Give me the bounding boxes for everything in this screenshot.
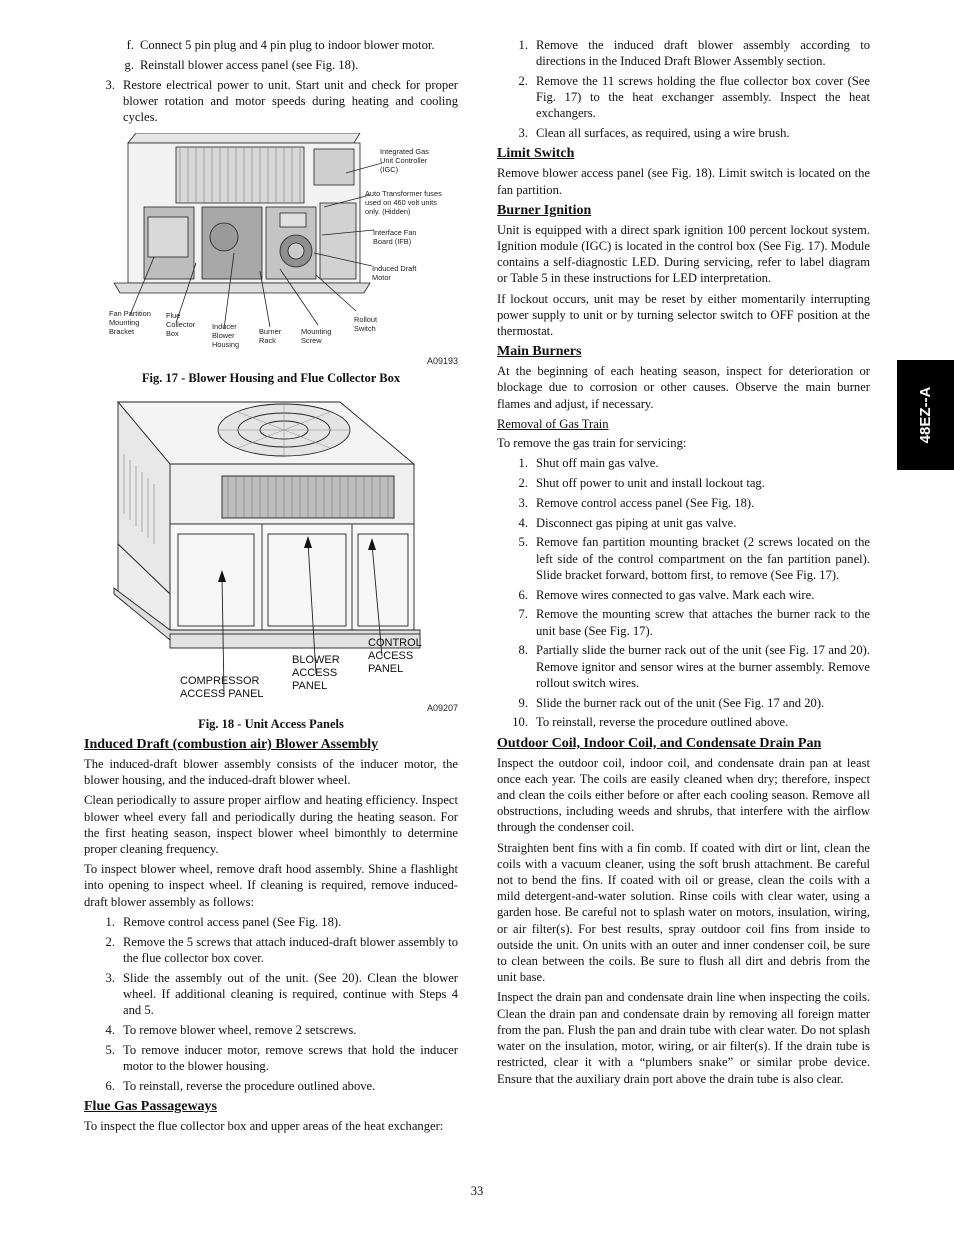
fig18-caption: Fig. 18 - Unit Access Panels <box>198 716 344 731</box>
list-item: 4. To remove blower wheel, remove 2 setscrews. <box>105 1022 357 1037</box>
list-item: 6. To reinstall, reverse the procedure outlined above. <box>105 1078 376 1093</box>
list-item: f. Connect 5 pin plug and 4 pin plug to indoor blower motor. <box>126 38 435 52</box>
flue-gas-steps <box>497 37 870 141</box>
left-column <box>84 0 458 1138</box>
fig17-caption: Fig. 17 - Blower Housing and Flue Collector Box <box>141 370 401 385</box>
list-item: 4. Disconnect gas piping at unit gas valve. <box>518 515 737 530</box>
subheading-removal-of-gas-train: Removal of Gas Train <box>497 416 609 431</box>
list-item: 2. Shut off power to unit and install lockout tag. <box>518 476 765 491</box>
figure-17 <box>84 133 458 368</box>
list-item: 3. Restore electrical power to unit. Start unit and check for proper blower rotation and motor speeds during heating and cooling cycles. <box>105 78 458 125</box>
section-heading-induced-draft: Induced Draft (combustion air) Blower Assembly <box>84 737 379 753</box>
list-item: 3. Slide the assembly out of the unit. (See 20). Clean the blower wheel. If additional cleaning is required, continue with Steps 4 and 5. <box>105 970 458 1018</box>
paragraph: Clean periodically to assure proper airflow and heating efficiency. Inspect blower wheel every fall and periodically during the heating season. For the first heating season, inspect blower wheel bimonthly to determine proper cleaning frequency. <box>84 793 458 857</box>
list-item: 6. Remove wires connected to gas valve. Mark each wire. <box>518 587 815 602</box>
label-inducer-blower-housing: Inducer Blower Housing <box>212 321 240 349</box>
list-item: 5. Remove fan partition mounting bracket (2 screws located on the left side of the control compartment on the fan partition panel). Slide bracket forward, bottom first, to remove (See Fig. 17). <box>518 535 870 582</box>
list-item: 1. Remove control access panel (See Fig. 18). <box>105 914 342 929</box>
list-item: 3. Remove control access panel (See Fig. 18). <box>518 495 755 510</box>
paragraph: Unit is equipped with a direct spark ignition 100 percent lockout system. Ignition module (IGC) is located in the control box (See Fig. 17). Module contains a self-diagnostic LED. During servicing, refer to label diagram or Table 5 in these instructions for LED interpretation. <box>497 222 870 286</box>
page-number: 33 <box>470 1184 484 1198</box>
blower-reinstall-substeps <box>84 37 458 73</box>
label-igc: Integrated Gas Unit Controller (IGC) <box>380 146 429 174</box>
paragraph: Inspect the outdoor coil, indoor coil, and condensate drain pan at least once each year. The coils are easily cleaned when dry; therefore, inspect and clean the coils either before or after each cooling season. Remove all obstructions, including weeds and shrubs, that interfere with the airflow through the condenser coil. <box>497 755 870 835</box>
paragraph: To inspect blower wheel, remove draft hood assembly. Shine a flashlight into opening to inspect wheel. If cleaning is required, remove induced-draft blower assembly as follows: <box>84 862 458 909</box>
label-auto-transformer: Auto Transformer fuses used on 460 volt units only. (Hidden) <box>365 188 442 216</box>
side-tab <box>897 360 954 470</box>
paragraph: If lockout occurs, unit may be reset by either momentarily interrupting power supply to unit or by turning selector switch to OFF position at the thermostat. <box>497 291 870 339</box>
fig17-id: A09193 <box>426 355 458 366</box>
fig18-id: A09207 <box>426 702 458 713</box>
label-flue-collector-box: Flue Collector Box <box>166 310 196 338</box>
section-heading-main-burners: Main Burners <box>497 344 582 360</box>
restore-power-step <box>84 77 458 126</box>
label-induced-draft-motor: Induced Draft Motor <box>372 263 417 282</box>
list-item: g. Reinstall blower access panel (see Fig. 18). <box>124 57 359 72</box>
figure-18 <box>84 394 458 714</box>
list-item: 7. Remove the mounting screw that attaches the burner rack to the unit base (See Fig. 17). <box>518 607 870 638</box>
section-heading-outdoor-coil: Outdoor Coil, Indoor Coil, and Condensate Drain Pan <box>497 735 822 751</box>
label-mounting-screw: Mounting Screw <box>301 326 332 345</box>
induced-draft-steps <box>84 914 458 1094</box>
label-burner-rack: Burner Rack <box>259 326 282 345</box>
right-column <box>497 0 870 1091</box>
label-ifb: Interface Fan Board (IFB) <box>373 227 417 246</box>
section-heading-limit-switch: Limit Switch <box>497 146 575 162</box>
paragraph: Straighten bent fins with a fin comb. If coated with dirt or lint, clean the coils with a vacuum cleaner, using the soft brush attachment. Be careful not to bend the fins. If coated with oil or grease, clean the coils with a mild detergent-and-water solution. Rinse coils with clear water, using a garden hose. Be careful not to splash water on motors, insulation, wiring, or air filter(s). For best results, spray outdoor coil fins from inside to outside the unit. On units with an outer and inner condenser coil, be sure to clean between the coils. Be sure to flush all dirt and debris from the unit base. <box>497 840 870 985</box>
paragraph: To inspect the flue collector box and upper areas of the heat exchanger: <box>84 1118 444 1133</box>
paragraph: To remove the gas train for servicing: <box>497 436 687 451</box>
section-heading-flue-gas: Flue Gas Passageways <box>84 1098 217 1114</box>
list-item: 9. Slide the burner rack out of the unit (See Fig. 17 and 20). <box>518 695 825 710</box>
list-item: 8. Partially slide the burner rack out of the unit (see Fig. 17 and 20). Remove ignitor and sensor wires at the burner assembly. Remove rollout switch wires. <box>518 643 870 690</box>
list-item: 1. Remove the induced draft blower assembly according to directions in the Induced Draft Blower Assembly section. <box>518 38 870 69</box>
label-fan-partition-bracket: Fan Partition Mounting Bracket <box>109 308 151 336</box>
label-blower-access-panel: BLOWER ACCESS PANEL <box>292 653 340 692</box>
paragraph: At the beginning of each heating season, inspect for deterioration or blockage due to corrosion or other causes. Observe the main burner flames and adjust, if necessary. <box>497 364 870 411</box>
paragraph: Remove blower access panel (see Fig. 18). Limit switch is located on the fan partition. <box>497 166 870 197</box>
list-item: 2. Remove the 5 screws that attach induced-draft blower assembly to the flue collector box cover. <box>105 934 458 965</box>
side-tab-label: 48EZ--A <box>916 386 934 444</box>
label-control-access-panel: CONTROL ACCESS PANEL <box>368 636 422 675</box>
gas-train-steps <box>497 455 870 730</box>
paragraph: Inspect the drain pan and condensate drain line when inspecting the coils. Clean the drain pan and condensate drain by removing all foreign matter from the pan. Flush the pan and drain tube with clear water. Do not splash water on the insulation, motor, wiring, or air filter(s). If the drain tube is restricted, clear it with a “plumbers snake” or similar probe device. Ensure that the auxiliary drain port above the drain tube is also clear. <box>497 990 870 1086</box>
paragraph: The induced-draft blower assembly consists of the inducer motor, the blower housing, and the induced-draft blower wheel. <box>84 757 458 788</box>
list-item: 3. Clean all surfaces, as required, using a wire brush. <box>518 126 790 141</box>
label-rollout-switch: Rollout Switch <box>354 314 378 333</box>
list-item: 5. To remove inducer motor, remove screws that hold the inducer motor to the blower housing. <box>105 1042 458 1073</box>
list-item: 2. Remove the 11 screws holding the flue collector box cover (See Fig. 17) to the heat exchanger assembly. Inspect the heat exchangers. <box>518 74 870 121</box>
label-compressor-access-panel: COMPRESSOR ACCESS PANEL <box>180 674 264 700</box>
list-item: 1. Shut off main gas valve. <box>518 456 659 471</box>
section-heading-burner-ignition: Burner Ignition <box>497 202 592 218</box>
list-item: 10. To reinstall, reverse the procedure outlined above. <box>512 715 789 730</box>
